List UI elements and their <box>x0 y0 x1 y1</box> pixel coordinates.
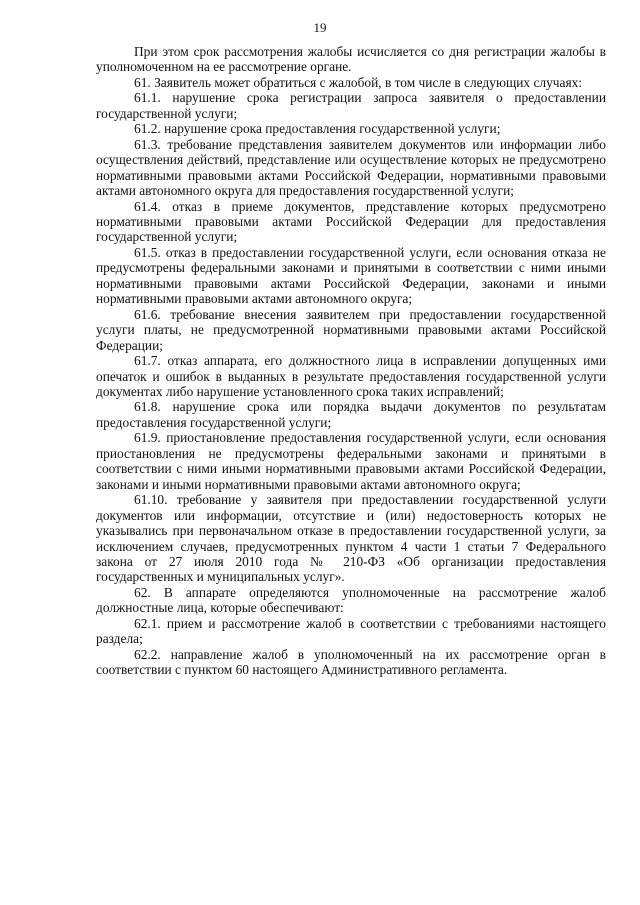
paragraph: 62. В аппарате определяются уполномоченные на рассмотрение жалоб должностные лица, которые обеспечивают: <box>96 584 606 616</box>
paragraph: 61.3. требование представления заявителем документов или информации либо осуществления действий, представление или осуществление которых не предусмотрено нормативными правовыми актами Российской Федерации, нормативными правовыми актами автономного округа для предоставления государственной услуги; <box>96 136 606 199</box>
paragraph: 61.2. нарушение срока предоставления государственной услуги; <box>134 121 501 137</box>
paragraph: 61. Заявитель может обратиться с жалобой, в том числе в следующих случаях: <box>134 74 583 90</box>
paragraph: 62.2. направление жалоб в уполномоченный на их рассмотрение орган в соответствии с пунктом 60 настоящего Административного регламента. <box>96 646 606 678</box>
paragraph: При этом срок рассмотрения жалобы исчисляется со дня регистрации жалобы в уполномоченном на ее рассмотрение органе. <box>96 44 606 75</box>
paragraph: 62.1. прием и рассмотрение жалоб в соответствии с требованиями настоящего раздела; <box>96 615 606 647</box>
page-number: 19 <box>313 20 327 35</box>
paragraph: 61.4. отказ в приеме документов, представление которых предусмотрено нормативными правовыми актами Российской Федерации для предоставления государственной услуги; <box>96 198 606 245</box>
paragraph: 61.5. отказ в предоставлении государственной услуги, если основания отказа не предусмотрены федеральными законами и принятыми в соответствии с ними иными нормативными правовыми актами Российской Федерации, законами и иными нормативными правовыми актами автономного округа; <box>96 244 606 307</box>
paragraph: 61.10. требование у заявителя при предоставлении государственной услуги документов или информации, отсутствие и (или) недостоверность которых не указывались при первоначальном отказе в предоставлении государственной услуги, за исключением случаев, предусмотренных пунктом 4 части 1 статьи 7 Федерального закона от 27 июля 2010 года № 210-ФЗ «Об организации предоставления государственных и муниципальных услуг». <box>96 492 606 585</box>
paragraph: 61.6. требование внесения заявителем при предоставлении государственной услуги платы, не предусмотренной нормативными правовыми актами Российской Федерации; <box>96 306 606 353</box>
document-body <box>96 44 606 678</box>
paragraph: 61.1. нарушение срока регистрации запроса заявителя о предоставлении государственной услуги; <box>96 90 606 121</box>
paragraph: 61.9. приостановление предоставления государственной услуги, если основания приостановления не предусмотрены федеральными законами и принятыми в соответствии с ними иными нормативными правовыми актами Российской Федерации, законами и иными нормативными правовыми актами автономного округа; <box>96 430 606 492</box>
paragraph: 61.7. отказ аппарата, его должностного лица в исправлении допущенных ими опечаток и ошибок в выданных в результате предоставления государственной услуги документах либо нарушение установленного срока таких исправлений; <box>96 353 606 399</box>
paragraph: 61.8. нарушение срока или порядка выдачи документов по результатам предоставления государственной услуги; <box>96 399 606 430</box>
